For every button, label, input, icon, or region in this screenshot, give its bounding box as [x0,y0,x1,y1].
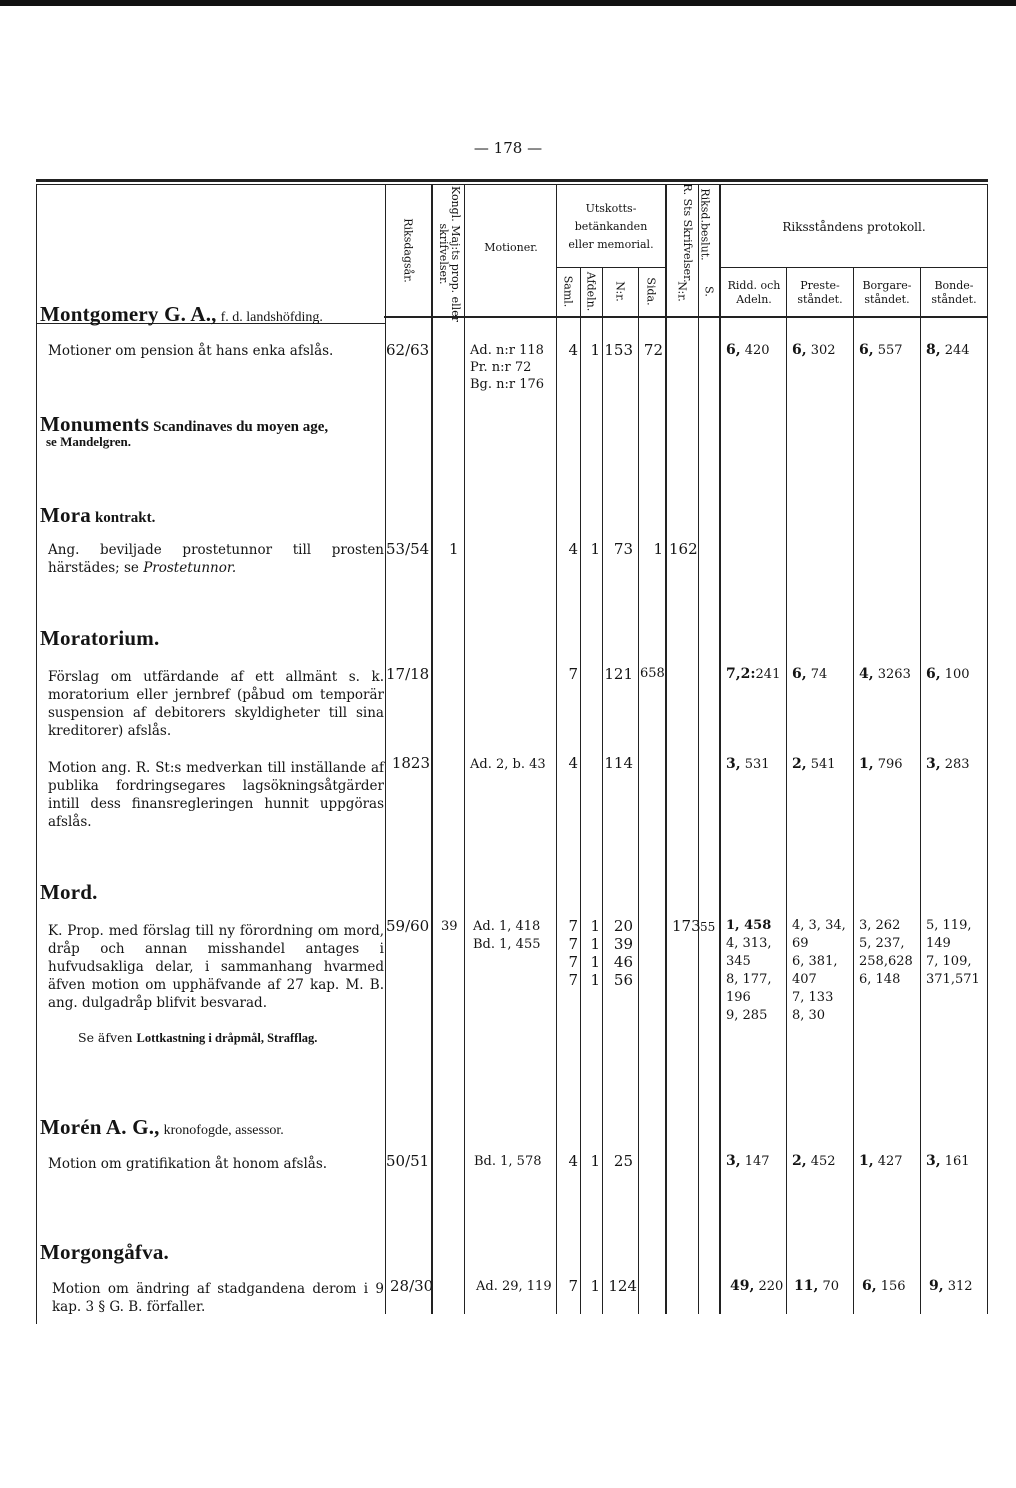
entry-desc-mord: K. Prop. med förslag till ny förordning om mord, dråp och annan misshandel antages i hufvudsakliga delar, i sammanhang hvarmed äfven motion om upphäfvande af 27 kap. M. B. ang. dulgadråp blifvit besvarad. [48,923,384,1011]
entry-desc-moratorium-1: Förslag om utfärdande af ett allmänt s. k. moratorium eller jernbref (påbud om temporär suspension af debitorers skyldigheter till sina kreditorer) afslås. [48,669,384,739]
vol: 3, [726,1153,741,1169]
scan-top-border [0,0,1016,6]
header-ridd: Ridd. och Adeln. [727,279,781,306]
col-line-right [987,184,988,1314]
motion-ref: Ad. 1, 418 [473,919,541,934]
header-kongl-prop: Kongl. Maj:ts prop. eller skrifvelser. [437,186,462,322]
nr: 114 [604,754,633,772]
vol: 6, [926,666,941,682]
see-prostetunnor: Prostetunnor. [143,560,237,576]
page: 531 [744,757,770,772]
page: 70 [822,1279,840,1294]
see-also-mord [78,1030,317,1046]
header-riksdagsar: Riksdagsår. [401,218,415,283]
vol: 6, [792,342,807,358]
vol: 4, [859,666,874,682]
protokoll-bonde-line: 7, 109, [926,954,972,969]
vol: 6, [862,1278,877,1294]
header-protokoll: Riksståndens protokoll. [782,220,926,234]
protokoll-ridd [726,665,780,684]
protokoll-borgare [859,665,911,684]
vol: 9, [929,1278,944,1294]
sida: 658 [640,666,665,681]
protokoll-ridd-line: 1, 458 [726,918,772,933]
afdeln: 1 [590,971,600,989]
nr: 73 [613,540,633,558]
protokoll-sub-rule [720,267,988,268]
entry-suffix: kontrakt. [94,510,156,526]
col-line-year-right [431,184,433,1314]
protokoll-borgare-line: 258,628 [859,954,913,969]
afdeln: 1 [590,953,600,971]
table-top-rule [36,179,988,182]
page-number: — 178 — [473,139,543,157]
vol: 6, [726,342,741,358]
motion-ref: Ad. 29, 119 [476,1279,552,1294]
protokoll-bonde [929,1277,973,1296]
page: 156 [880,1279,906,1294]
year: 17/18 [386,665,430,683]
entry-name: Morén A. G., [40,1115,160,1139]
protokoll-borgare [862,1277,906,1296]
protokoll-ridd-line: 345 [726,954,751,969]
protokoll-ridd-line: 4, 313, [726,936,772,951]
page: 283 [944,757,970,772]
sida: 72 [643,341,663,359]
vol: 8, [926,342,941,358]
protokoll-preste-line: 6, 381, [792,954,838,969]
page: 161 [944,1154,970,1169]
vol: 2, [792,1153,807,1169]
entry-name: Montgomery G. A., [40,302,217,326]
vol: 11, [794,1278,819,1294]
page: 241 [755,667,781,682]
col-line-sida-right [665,184,667,1314]
saml: 7 [568,917,578,935]
motion-ref: Bd. 1, 578 [474,1154,542,1169]
see-prefix: Se äfven [78,1030,133,1045]
vol: 3, [926,756,941,772]
year: 1823 [391,754,430,772]
page: 74 [810,667,828,682]
col-line-motion-right [556,184,557,1314]
protokoll-preste [792,755,836,774]
protokoll-preste-line: 8, 30 [792,1008,826,1023]
protokoll-preste [794,1277,839,1296]
saml: 4 [568,540,578,558]
entry-name: Mora [40,503,91,527]
protokoll-preste-line: 4, 3, 34, [792,918,846,933]
rsts-nr: 173 [672,917,701,935]
protokoll-ridd [730,1277,783,1296]
page: 427 [877,1154,903,1169]
year: 59/60 [386,917,430,935]
sida: 1 [653,540,663,558]
motion-ref: Ad. 2, b. 43 [470,757,546,772]
motion-ref: Ad. n:r 118 [470,343,544,358]
saml: 4 [568,341,578,359]
header-preste: Preste-ståndet. [797,279,843,306]
afdeln: 1 [590,540,600,558]
protokoll-borgare [859,341,903,360]
protokoll-bonde [926,1152,970,1171]
protokoll-borgare [859,755,903,774]
entry-title-moratorium [40,626,159,651]
vol: 1, [859,756,874,772]
protokoll-ridd [726,755,770,774]
nr: 25 [613,1152,633,1170]
protokoll-preste-line: 407 [792,972,817,987]
nr: 46 [613,953,633,971]
page: 220 [758,1279,784,1294]
header-motioner: Motioner. [484,241,538,254]
protokoll-ridd-line: 8, 177, [726,972,772,987]
motion-ref: Pr. n:r 72 [470,360,532,375]
header-rsts-nr: N:r. [675,281,689,302]
page: 100 [944,667,970,682]
protokoll-preste-line: 69 [792,936,809,951]
col-line-borgare-right [920,267,921,1314]
page: 452 [810,1154,836,1169]
page: 796 [877,757,903,772]
protokoll-bonde [926,665,970,684]
protokoll-preste [792,1152,836,1171]
page: 302 [810,343,836,358]
protokoll-bonde [926,341,970,360]
see-links: Lottkastning i dråpmål, Strafflag. [136,1031,318,1045]
saml: 7 [568,971,578,989]
rsts-nr: 162 [669,540,698,558]
protokoll-borgare-line: 3, 262 [859,918,901,933]
vol: 1, [859,1153,874,1169]
col-line-ridd-right [786,267,787,1314]
protokoll-ridd-line: 196 [726,990,751,1005]
entry-desc-moren: Motion om gratifikation åt honom afslås. [48,1156,328,1172]
vol: 7,2: [726,666,756,682]
protokoll-borgare-line: 6, 148 [859,972,901,987]
vol: 3, [726,756,741,772]
protokoll-bonde-line: 371,571 [926,972,980,987]
saml: 4 [568,1152,578,1170]
protokoll-borgare-line: 5, 237, [859,936,905,951]
protokoll-ridd [726,1152,770,1171]
saml: 7 [568,665,578,683]
afdeln: 1 [590,935,600,953]
vol: 49, [730,1278,755,1294]
page: 557 [877,343,903,358]
header-sida: Sida. [644,277,658,306]
entry-name: Morgongåfva. [40,1240,169,1264]
entry-desc-morgongafva: Motion om ändring af stadgandena derom i 9 kap. 3 § G. B. förfaller. [52,1281,384,1315]
riksd-s: 55 [700,920,716,934]
header-nr: N:r. [613,281,627,302]
page: 420 [744,343,770,358]
nr: 121 [604,665,633,683]
vol: 6, [792,666,807,682]
afdeln: 1 [590,917,600,935]
col-line-rsts-right [698,184,699,1314]
entry-desc-moratorium-2: Motion ang. R. St:s medverkan till inställande af publika fordringsegares lagsökningsåtgärder intill dess finansregleringen hunnit uppgöras afslås. [48,760,384,830]
entry-title-montgomery [40,302,323,327]
see-mandelgren: se Mandelgren. [46,434,131,449]
motion-ref: Bd. 1, 455 [473,937,541,952]
header-riksd-s: S. [702,286,716,297]
header-riksd-beslut: Riksd.beslut. [698,188,712,261]
afdeln: 1 [590,1152,600,1170]
entry-title-mord [40,880,98,905]
entry-desc-montgomery: Motioner om pension åt hans enka afslås. [48,343,334,359]
entry-title-morgongafva [40,1240,169,1265]
header-utskott-3: eller memorial. [568,238,654,251]
entry-suffix: kronofogde, assessor. [163,1123,284,1138]
entry-title-mora [40,503,155,528]
kongl-prop: 1 [449,540,459,558]
col-line-preste-right [853,267,854,1314]
header-utskott-2: betänkanden [574,220,648,233]
entry-suffix: f. d. landshöfding. [220,310,323,325]
entry-name: Mord. [40,880,98,904]
entry-name: Moratorium. [40,626,160,650]
nr: 56 [613,971,633,989]
nr: 39 [613,935,633,953]
protokoll-preste [792,341,836,360]
nr: 124 [608,1277,637,1295]
header-rsts: R. Sts Skrifvelser. [681,183,694,283]
protokoll-preste-line: 7, 133 [792,990,834,1005]
vol: 3, [926,1153,941,1169]
nr: 20 [613,917,633,935]
header-borgare: Borgare-ståndet. [862,279,912,306]
saml: 7 [568,1277,578,1295]
desc-text: Ang. beviljade prostetunnor till prosten härstädes; se [48,542,384,576]
vol: 2, [792,756,807,772]
page: 541 [810,757,836,772]
col-line-riksd-right [719,184,721,1314]
motion-ref: Bg. n:r 176 [470,377,545,392]
afdeln: 1 [590,341,600,359]
year: 28/30 [390,1277,434,1295]
header-utskott-1: Utskotts- [585,202,637,215]
year: 50/51 [386,1152,430,1170]
col-line-prop-right [464,184,465,1314]
page: 3263 [877,667,911,682]
protokoll-bonde-line: 149 [926,936,951,951]
entry-suffix: Scandinaves du moyen age, [153,419,329,435]
vol: 6, [859,342,874,358]
afdeln: 1 [590,1277,600,1295]
header-bonde: Bonde-ståndet. [931,279,977,306]
kongl-prop: 39 [441,919,458,934]
protokoll-borgare [859,1152,903,1171]
year: 62/63 [386,341,430,359]
protokoll-preste [792,665,827,684]
saml: 7 [568,935,578,953]
protokoll-ridd [726,341,770,360]
entry-desc-mora [48,541,384,577]
col-line-nr-right [638,267,639,1314]
entry-title-moren [40,1115,284,1140]
page: 244 [944,343,970,358]
saml: 4 [568,754,578,772]
page: 147 [744,1154,770,1169]
protokoll-bonde [926,755,970,774]
nr: 153 [604,341,633,359]
col-line-left [36,184,37,1324]
year: 53/54 [386,540,430,558]
page: 312 [947,1279,973,1294]
protokoll-bonde-line: 5, 119, [926,918,972,933]
protokoll-ridd-line: 9, 285 [726,1008,768,1023]
header-saml: Saml. [561,275,575,308]
saml: 7 [568,953,578,971]
header-afdeln: Afdeln. [584,271,598,312]
col-line-saml-right [580,267,581,1314]
table-top-rule-thin [36,184,988,185]
entry-name: Monuments [40,412,150,436]
